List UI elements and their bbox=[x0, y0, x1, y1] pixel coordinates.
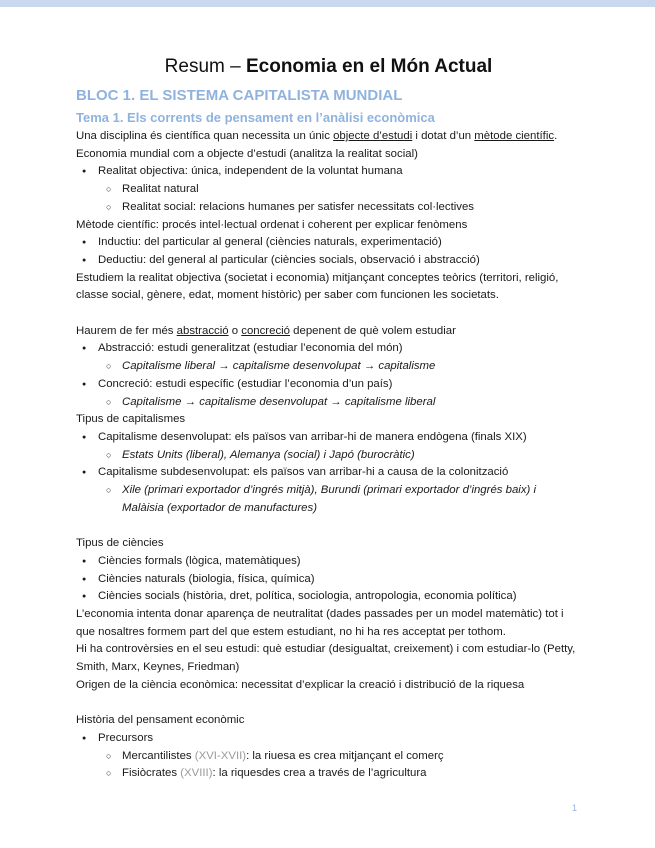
top-bar bbox=[0, 0, 655, 7]
sub-bullet-item: ○ Capitalisme liberal → capitalisme desenvolupat → capitalisme bbox=[76, 358, 581, 376]
paragraph: L’economia intenta donar aparença de neutralitat (dades passades per un model matemàtic) tot i que nosaltres formem part del que estem estudiant, no hi ha res acceptat per tothom. bbox=[76, 607, 564, 638]
sub-bullet-continuation: Malàisia (exportador de manufactures) bbox=[122, 501, 317, 514]
bullet-item: ● Capitalisme desenvolupat: els països van arribar-hi de manera endògena (finals XIX) bbox=[76, 429, 581, 447]
bullet-item: ● Deductiu: del general al particular (ciències socials, observació i abstracció) bbox=[76, 252, 581, 270]
paragraph: Estudiem la realitat objectiva (societat i economia) mitjançant conceptes teòrics (territori, religió, classe social, gènere, edat, moment històric) per saber com funcionen les societats. bbox=[76, 271, 559, 302]
paragraph: Economia mundial com a objecte d’estudi (analitza la realitat social) bbox=[76, 147, 418, 160]
bullet-item: ● Realitat objectiva: única, independent de la voluntat humana bbox=[76, 163, 581, 181]
paragraph: Història del pensament econòmic bbox=[76, 714, 245, 727]
sub-bullet-item: ○ Fisiòcrates (XVIII): la riquesdes crea a través de l’agricultura bbox=[76, 765, 581, 783]
bullet-item: ● Ciències naturals (biologia, física, química) bbox=[76, 571, 581, 589]
paragraph: Mètode científic: procés intel·lectual ordenat i coherent per explicar fenòmens bbox=[76, 218, 468, 231]
sub-bullet-item: ○ Realitat social: relacions humanes per satisfer necessitats col·lectives bbox=[76, 199, 581, 217]
document-title: Resum – Economia en el Món Actual bbox=[164, 56, 493, 77]
bullet-item: ● Abstracció: estudi generalitzat (estudiar l’economia del món) bbox=[76, 340, 581, 358]
paragraph: Una disciplina és científica quan necessita un únic objecte d’estudi i dotat d’un mètode científic. bbox=[76, 130, 558, 142]
bullet-item: ● Capitalisme subdesenvolupat: els països van arribar-hi a causa de la colonització bbox=[76, 464, 581, 482]
bullet-item: ● Concreció: estudi específic (estudiar l’economia d’un país) bbox=[76, 376, 581, 394]
paragraph: Haurem de fer més abstracció o concreció depenent de què volem estudiar bbox=[76, 324, 456, 337]
sub-bullet-item: ○ Xile (primari exportador d’ingrés mitjà), Burundi (primari exportador d’ingrés baix) i bbox=[76, 482, 581, 500]
bullet-item: ● Inductiu: del particular al general (ciències naturals, experimentació) bbox=[76, 234, 581, 252]
sub-bullet-item: ○ Realitat natural bbox=[76, 181, 581, 199]
page-number: 1 bbox=[572, 803, 578, 813]
tema-heading: Tema 1. Els corrents de pensament en l’anàlisi econòmica bbox=[76, 110, 435, 125]
document-page bbox=[76, 56, 581, 783]
paragraph: Hi ha controvèrsies en el seu estudi: què estudiar (desigualtat, creixement) i com estudiar-lo (Petty, Smith, Marx, Keynes, Friedman) bbox=[76, 643, 576, 674]
bloc-heading: BLOC 1. EL SISTEMA CAPITALISTA MUNDIAL bbox=[76, 87, 403, 104]
paragraph: Origen de la ciència econòmica: necessitat d’explicar la creació i distribució de la riquesa bbox=[76, 678, 525, 691]
paragraph: Tipus de ciències bbox=[76, 537, 164, 550]
bullet-item: ● Precursors bbox=[76, 730, 581, 748]
sub-bullet-item: ○ Estats Units (liberal), Alemanya (social) i Japó (burocràtic) bbox=[76, 447, 581, 465]
sub-bullet-item: ○ Mercantilistes (XVI-XVII): la riuesa es crea mitjançant el comerç bbox=[76, 748, 581, 766]
bullet-item: ● Ciències socials (història, dret, política, sociologia, antropologia, economia política) bbox=[76, 588, 581, 606]
paragraph: Tipus de capitalismes bbox=[76, 413, 186, 426]
bullet-item: ● Ciències formals (lògica, matemàtiques) bbox=[76, 553, 581, 571]
sub-bullet-item: ○ Capitalisme → capitalisme desenvolupat → capitalisme liberal bbox=[76, 394, 581, 412]
